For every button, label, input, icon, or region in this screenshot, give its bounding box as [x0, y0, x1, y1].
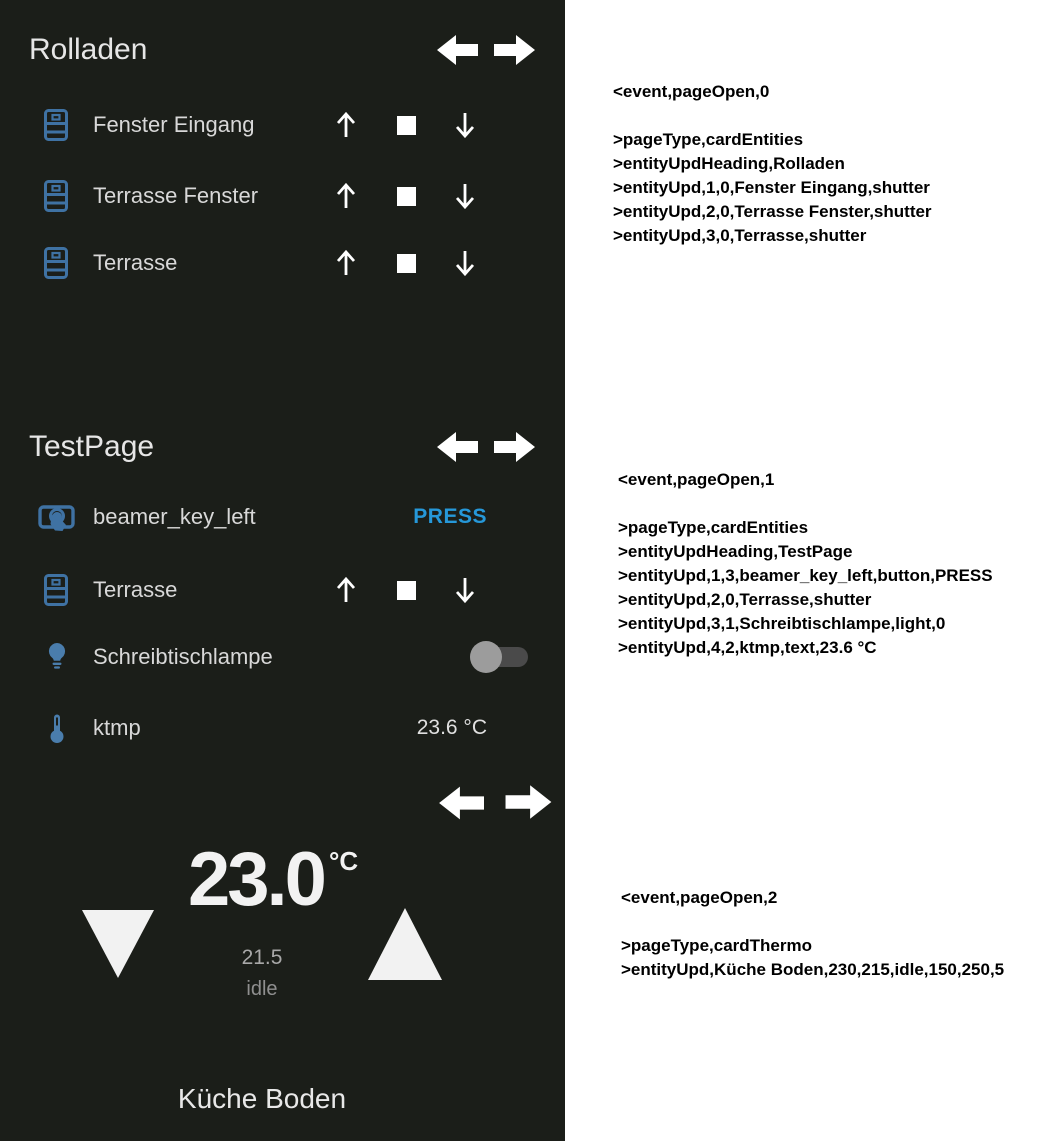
- log-line: <event,pageOpen,2: [621, 888, 778, 907]
- entity-label: Terrasse: [93, 577, 178, 602]
- log-line: <event,pageOpen,1: [618, 470, 775, 489]
- stop-square-icon[interactable]: [397, 581, 416, 600]
- serial-log-page1: [618, 468, 993, 660]
- log-line: >entityUpd,Küche Boden,230,215,idle,150,250,5: [621, 960, 1005, 979]
- arrow-down-icon[interactable]: [454, 576, 476, 609]
- log-line: >pageType,cardEntities: [613, 130, 804, 149]
- log-line: >entityUpd,3,0,Terrasse,shutter: [613, 226, 867, 245]
- window-shutter-icon: [44, 109, 68, 146]
- stop-square-icon[interactable]: [397, 116, 416, 135]
- stop-square-icon[interactable]: [397, 254, 416, 273]
- temp-down-button[interactable]: [82, 910, 154, 983]
- log-line: >entityUpdHeading,TestPage: [618, 542, 853, 561]
- entity-row-ktmp: [0, 704, 565, 752]
- log-line: >entityUpd,3,1,Schreibtischlampe,light,0: [618, 614, 946, 633]
- log-line: >entityUpdHeading,Rolladen: [613, 154, 845, 173]
- stop-square-icon[interactable]: [397, 187, 416, 206]
- arrow-left-bold-icon[interactable]: [438, 784, 484, 827]
- window-shutter-icon: [44, 247, 68, 284]
- entity-row-schreibtischlampe: [0, 633, 565, 681]
- entity-row-fenster-eingang: [0, 101, 565, 149]
- serial-log-page2: [621, 886, 1004, 982]
- hvac-state: idle: [246, 978, 278, 1000]
- entity-row-beamer-key-left: [0, 493, 565, 541]
- log-line: >pageType,cardEntities: [618, 518, 809, 537]
- page-title: TestPage: [29, 430, 155, 463]
- entity-label: Schreibtischlampe: [93, 644, 273, 669]
- log-line: >entityUpd,2,0,Terrasse Fenster,shutter: [613, 202, 932, 221]
- current-temperature: 23.0: [188, 837, 324, 922]
- arrow-right-bold-icon[interactable]: [504, 783, 554, 826]
- log-line: >entityUpd,4,2,ktmp,text,23.6 °C: [618, 638, 877, 657]
- temp-up-button[interactable]: [368, 908, 442, 985]
- arrow-up-icon[interactable]: [335, 249, 357, 282]
- arrow-up-icon[interactable]: [335, 111, 357, 144]
- lightbulb-icon: [46, 642, 68, 677]
- log-line: [621, 910, 1004, 934]
- target-temperature: 21.5: [241, 946, 283, 969]
- entity-row-terrasse-fenster: [0, 172, 565, 220]
- window-shutter-icon: [44, 574, 68, 611]
- toggle-knob: [470, 641, 502, 673]
- arrow-up-icon[interactable]: [335, 182, 357, 215]
- arrow-right-bold-icon[interactable]: [494, 33, 536, 72]
- log-line: >entityUpd,1,3,beamer_key_left,button,PRESS: [618, 566, 993, 585]
- entity-label: Fenster Eingang: [93, 112, 255, 137]
- temperature-unit: °C: [329, 846, 359, 876]
- log-line: >entityUpd,1,0,Fenster Eingang,shutter: [613, 178, 930, 197]
- entity-label: ktmp: [93, 715, 141, 740]
- thermostat-title: Küche Boden: [177, 1083, 347, 1114]
- entity-label: beamer_key_left: [93, 504, 256, 529]
- arrow-down-icon[interactable]: [454, 182, 476, 215]
- light-toggle-switch[interactable]: [470, 641, 528, 673]
- arrow-right-bold-icon[interactable]: [494, 430, 536, 469]
- log-line: [618, 492, 993, 516]
- entity-row-terrasse: [0, 239, 565, 287]
- gesture-tap-button-icon: [38, 502, 76, 539]
- log-line: >entityUpd,2,0,Terrasse,shutter: [618, 590, 872, 609]
- log-line: [613, 104, 932, 128]
- entity-row-terrasse: [0, 566, 565, 614]
- entity-label: Terrasse: [93, 250, 178, 275]
- window-shutter-icon: [44, 180, 68, 217]
- serial-log-page0: [613, 80, 932, 248]
- thermometer-icon: [49, 713, 65, 748]
- arrow-left-bold-icon[interactable]: [436, 33, 478, 72]
- page-title: Rolladen: [29, 33, 148, 66]
- arrow-down-icon[interactable]: [454, 111, 476, 144]
- log-line: >pageType,cardThermo: [621, 936, 812, 955]
- entity-value: 23.6 °C: [416, 716, 487, 739]
- arrow-up-icon[interactable]: [335, 576, 357, 609]
- press-button[interactable]: PRESS: [413, 505, 487, 528]
- entity-label: Terrasse Fenster: [93, 183, 259, 208]
- arrow-left-bold-icon[interactable]: [436, 430, 478, 469]
- log-line: <event,pageOpen,0: [613, 82, 770, 101]
- arrow-down-icon[interactable]: [454, 249, 476, 282]
